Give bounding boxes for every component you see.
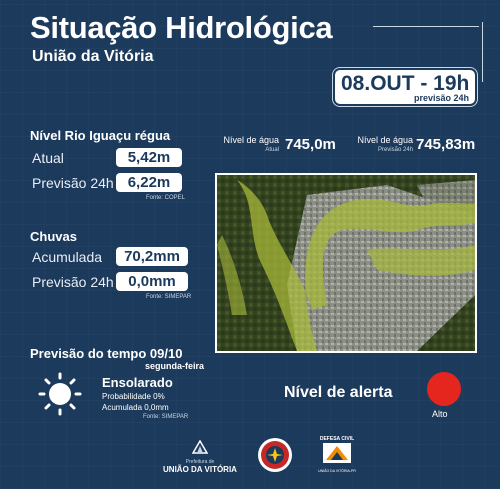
river-prev-value: 6,22m [116,173,182,192]
prefeitura-logo [155,440,245,474]
river-atual-label: Atual [32,150,64,166]
decorative-line [482,22,483,82]
rain-acum-label: Acumulada [32,249,103,265]
date-label: 08.OUT - 19h [341,72,470,95]
date-badge [335,70,475,104]
sun-icon [38,372,82,416]
rain-source: Fonte: SIMEPAR [146,294,192,300]
forecast-condition: Ensolarado [102,375,173,390]
rain-acum-value: 70,2mm [116,247,188,266]
river-atual-value: 5,42m [116,148,182,167]
river-section-title: Nível Rio Iguaçu régua [30,128,171,143]
prefeitura-icon [192,440,208,454]
satellite-map [215,173,477,353]
water-prev-value: 745,83m [416,136,476,153]
bombeiros-emblem [257,437,293,473]
map-image [217,175,475,351]
alert-status: Alto [432,409,448,419]
river-source: Fonte: COPEL [146,195,186,201]
defesa-civil-icon [322,442,352,464]
rain-prev-value: 0,0mm [116,272,188,291]
water-prev-sub: Previsão 24h [377,147,413,153]
decorative-line [373,26,479,27]
forecast-accumulated: Acumulada 0,0mm [102,403,169,412]
water-atual-value: 745,0m [285,136,336,153]
water-atual-label-text: Nível de água [223,135,279,145]
rain-prev-label: Previsão 24h [32,274,114,290]
rain-section-title: Chuvas [30,229,77,244]
page-title: Situação Hidrológica [30,10,333,45]
water-prev-label-text: Nível de água [357,135,413,145]
water-atual-label [213,135,279,155]
forecast-title: Previsão do tempo 09/10 [30,346,183,361]
defesa-civil-label: DEFESA CIVIL [319,436,355,442]
water-prev-label [351,135,413,155]
water-atual-sub: Atual [265,147,279,153]
river-prev-label: Previsão 24h [32,175,114,191]
forecast-source: Fonte: SIMEPAR [143,414,189,420]
forecast-day: segunda-feira [145,361,205,371]
prefeitura-name: UNIÃO DA VITÓRIA [163,465,237,474]
forecast-probability: Probabilidade 0% [102,392,165,401]
page-subtitle: União da Vitória [32,48,154,65]
alert-indicator [427,372,461,406]
date-note: previsão 24h [413,93,469,103]
defesa-civil-sub: UNIÃO DA VITÓRIA-PR [318,469,356,473]
alert-label: Nível de alerta [284,384,393,401]
prefeitura-small: Prefeitura de [185,459,215,465]
defesa-civil-logo [313,436,361,473]
